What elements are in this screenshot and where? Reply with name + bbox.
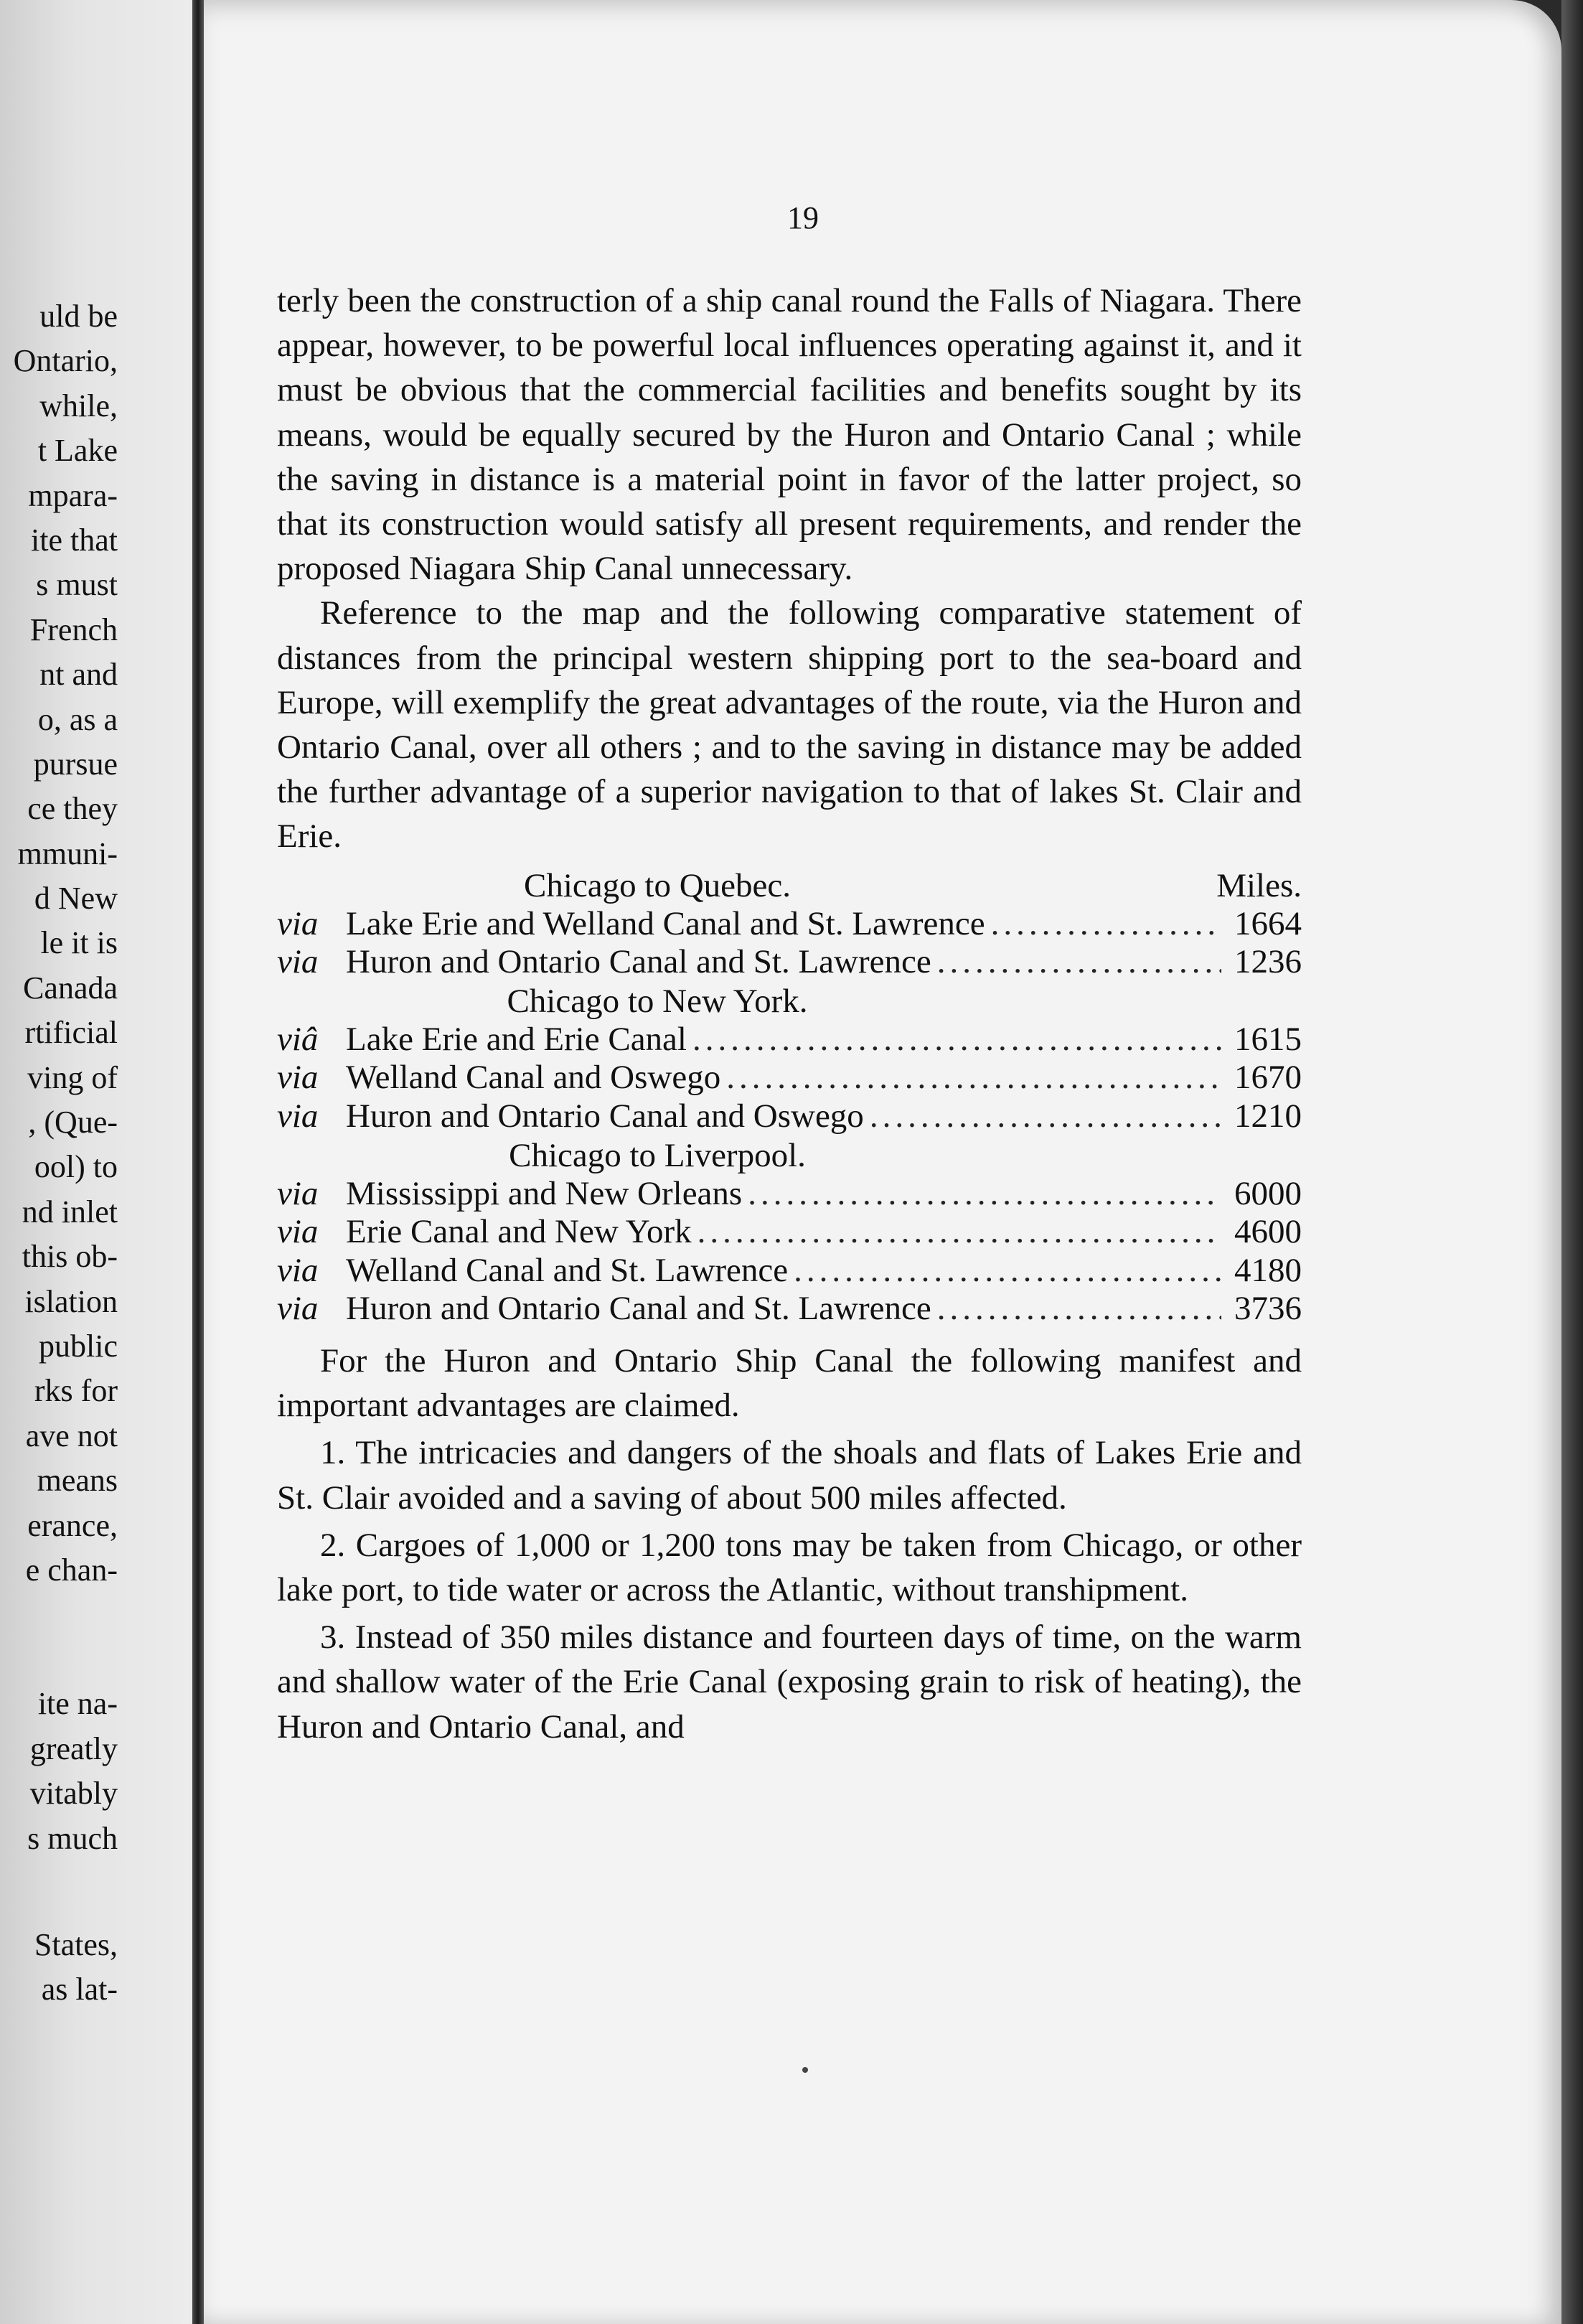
table-row <box>277 1290 1302 1329</box>
dot-leader <box>687 1021 1221 1059</box>
book-gutter <box>192 0 204 2324</box>
route-prefix: via <box>277 1097 319 1135</box>
previous-page-fragment <box>0 0 192 2324</box>
previous-page-line: rks for <box>34 1373 118 1409</box>
previous-page-line: Ontario, <box>13 343 118 379</box>
paragraph: Reference to the map and the following comparative statement of distances from the principal western shipping port to the sea-board and Europe, will exemplify the great advantages of the route, via the Huron and Ontario Canal, over all others ; and to the saving in distance may be added the further advantage of a superior navigation to that of lakes St. Clair and Erie. <box>277 594 1302 856</box>
previous-page-line: ce they <box>27 791 118 827</box>
section-title: Chicago to Liverpool. <box>509 1136 806 1174</box>
previous-page-line: uld be <box>39 299 118 334</box>
previous-page-line: rtificial <box>24 1015 118 1051</box>
previous-page-line: nd inlet <box>22 1194 118 1229</box>
claims-list <box>277 1430 1302 1748</box>
route-name: Welland Canal and St. Lawrence <box>346 1251 789 1289</box>
previous-page-line: ving of <box>27 1059 118 1095</box>
route-miles: 4180 <box>1234 1251 1302 1289</box>
table-section-heading <box>277 866 1302 905</box>
route-name: Lake Erie and Erie Canal <box>346 1020 687 1058</box>
route-name: Huron and Ontario Canal and St. Lawrence <box>346 943 931 981</box>
previous-page-line: o, as a <box>37 701 118 737</box>
page-number: 19 <box>787 200 819 235</box>
paragraph: terly been the construction of a ship canal round the Falls of Niagara. There appear, however, to be powerful local influences operating against it, and it must be obvious that the commercial facilities and benefits sought by its means, would be equally secured by the Huron and Ontario Canal ; while the saving in distance is a material point in favor of the latter project, so that its construction would satisfy all present requirements, and render the proposed Niagara Ship Canal unnecessary. <box>277 282 1302 588</box>
table-section-heading <box>277 982 1302 1021</box>
previous-page-line: vitably <box>29 1776 118 1812</box>
table-row <box>277 905 1302 944</box>
previous-page-line: States, <box>34 1926 118 1962</box>
section-title: Chicago to Quebec. <box>524 866 791 904</box>
previous-page-line: nt and <box>39 657 118 693</box>
table-row <box>277 1059 1302 1097</box>
table-row <box>277 1097 1302 1136</box>
previous-page-line: means <box>37 1463 118 1499</box>
route-name: Mississippi and New Orleans <box>346 1174 743 1212</box>
previous-page-line: s must <box>36 567 118 603</box>
table-row <box>277 1021 1302 1059</box>
route-name: Huron and Ontario Canal and Oswego <box>346 1097 864 1135</box>
table-row <box>277 943 1302 982</box>
paragraph: For the Huron and Ontario Ship Canal the following manifest and important advantages are claimed. <box>277 1341 1302 1425</box>
dot-leader <box>692 1213 1221 1252</box>
previous-page-line: while, <box>39 388 118 423</box>
route-miles: 4600 <box>1234 1213 1302 1251</box>
previous-page-line: , (Que- <box>28 1105 118 1140</box>
section-title: Chicago to New York. <box>507 982 808 1020</box>
dot-leader <box>742 1175 1221 1214</box>
previous-page-line: ite na- <box>37 1686 118 1722</box>
previous-page-line: mmuni- <box>17 835 118 871</box>
route-miles: 1236 <box>1234 943 1302 981</box>
claim-item: 2. Cargoes of 1,000 or 1,200 tons may be taken from Chicago, or other lake port, to tide water or across the Atlantic, without transhipment. <box>277 1526 1302 1608</box>
dot-leader <box>864 1097 1221 1136</box>
route-miles: 1615 <box>1234 1020 1302 1058</box>
previous-page-line: this ob- <box>22 1239 118 1275</box>
route-prefix: via <box>277 1059 319 1097</box>
previous-page-gap <box>0 1593 118 1682</box>
previous-page-line: ool) to <box>34 1149 118 1185</box>
previous-page-line: Canada <box>23 970 118 1006</box>
previous-page-line: s much <box>27 1820 118 1856</box>
route-name: Erie Canal and New York <box>346 1213 692 1251</box>
table-row <box>277 1252 1302 1290</box>
route-miles: 6000 <box>1234 1174 1302 1212</box>
dot-leader <box>788 1252 1221 1290</box>
dot-leader <box>931 943 1221 982</box>
route-prefix: via <box>277 1251 319 1289</box>
book-edge <box>1561 0 1583 2324</box>
route-prefix: via <box>277 943 319 981</box>
route-prefix: via <box>277 904 319 942</box>
claim-item: 1. The intricacies and dangers of the shoals and flats of Lakes Erie and St. Clair avoided and a saving of about 500 miles affected. <box>277 1434 1302 1517</box>
previous-page-line: ave not <box>25 1418 118 1453</box>
previous-page-line: public <box>39 1328 118 1364</box>
page-body <box>277 278 1302 1749</box>
route-prefix: via <box>277 1290 319 1328</box>
previous-page-line: as lat- <box>41 1972 118 2007</box>
route-miles: 1664 <box>1234 904 1302 942</box>
previous-page-line: pursue <box>33 746 118 782</box>
previous-page-line: French <box>29 612 118 647</box>
previous-page-line: mpara- <box>28 477 118 513</box>
claim-item: 3. Instead of 350 miles distance and fourteen days of time, on the warm and shallow water of the Erie Canal (exposing grain to risk of heating), the Huron and Ontario Canal, and <box>277 1618 1302 1746</box>
route-miles: 3736 <box>1234 1290 1302 1328</box>
previous-page-line: erance, <box>27 1507 118 1543</box>
previous-page-line: le it is <box>40 925 118 961</box>
previous-page-line: t Lake <box>37 433 118 469</box>
route-prefix: via <box>277 1174 319 1212</box>
distance-table <box>277 866 1302 1329</box>
route-name: Huron and Ontario Canal and St. Lawrence <box>346 1290 931 1328</box>
route-miles: 1670 <box>1234 1059 1302 1097</box>
previous-page-line: greatly <box>29 1730 118 1766</box>
table-row <box>277 1213 1302 1252</box>
table-section-heading <box>277 1136 1302 1175</box>
route-name: Lake Erie and Welland Canal and St. Lawrence <box>346 904 985 942</box>
previous-page-gap <box>0 1861 118 1923</box>
route-prefix: viâ <box>277 1020 319 1058</box>
route-name: Welland Canal and Oswego <box>346 1059 721 1097</box>
miles-column-header: Miles. <box>1216 866 1302 904</box>
previous-page-line: islation <box>24 1283 118 1319</box>
dot-leader <box>931 1290 1221 1329</box>
previous-page-text <box>0 294 118 2013</box>
dot-leader <box>720 1059 1221 1097</box>
previous-page-line: ite that <box>31 522 118 558</box>
dot-leader <box>985 905 1221 944</box>
previous-page-line: e chan- <box>25 1552 118 1588</box>
table-row <box>277 1175 1302 1214</box>
route-miles: 1210 <box>1234 1097 1302 1135</box>
ink-speck <box>802 2067 808 2073</box>
route-prefix: via <box>277 1213 319 1251</box>
previous-page-line: d New <box>34 881 118 917</box>
